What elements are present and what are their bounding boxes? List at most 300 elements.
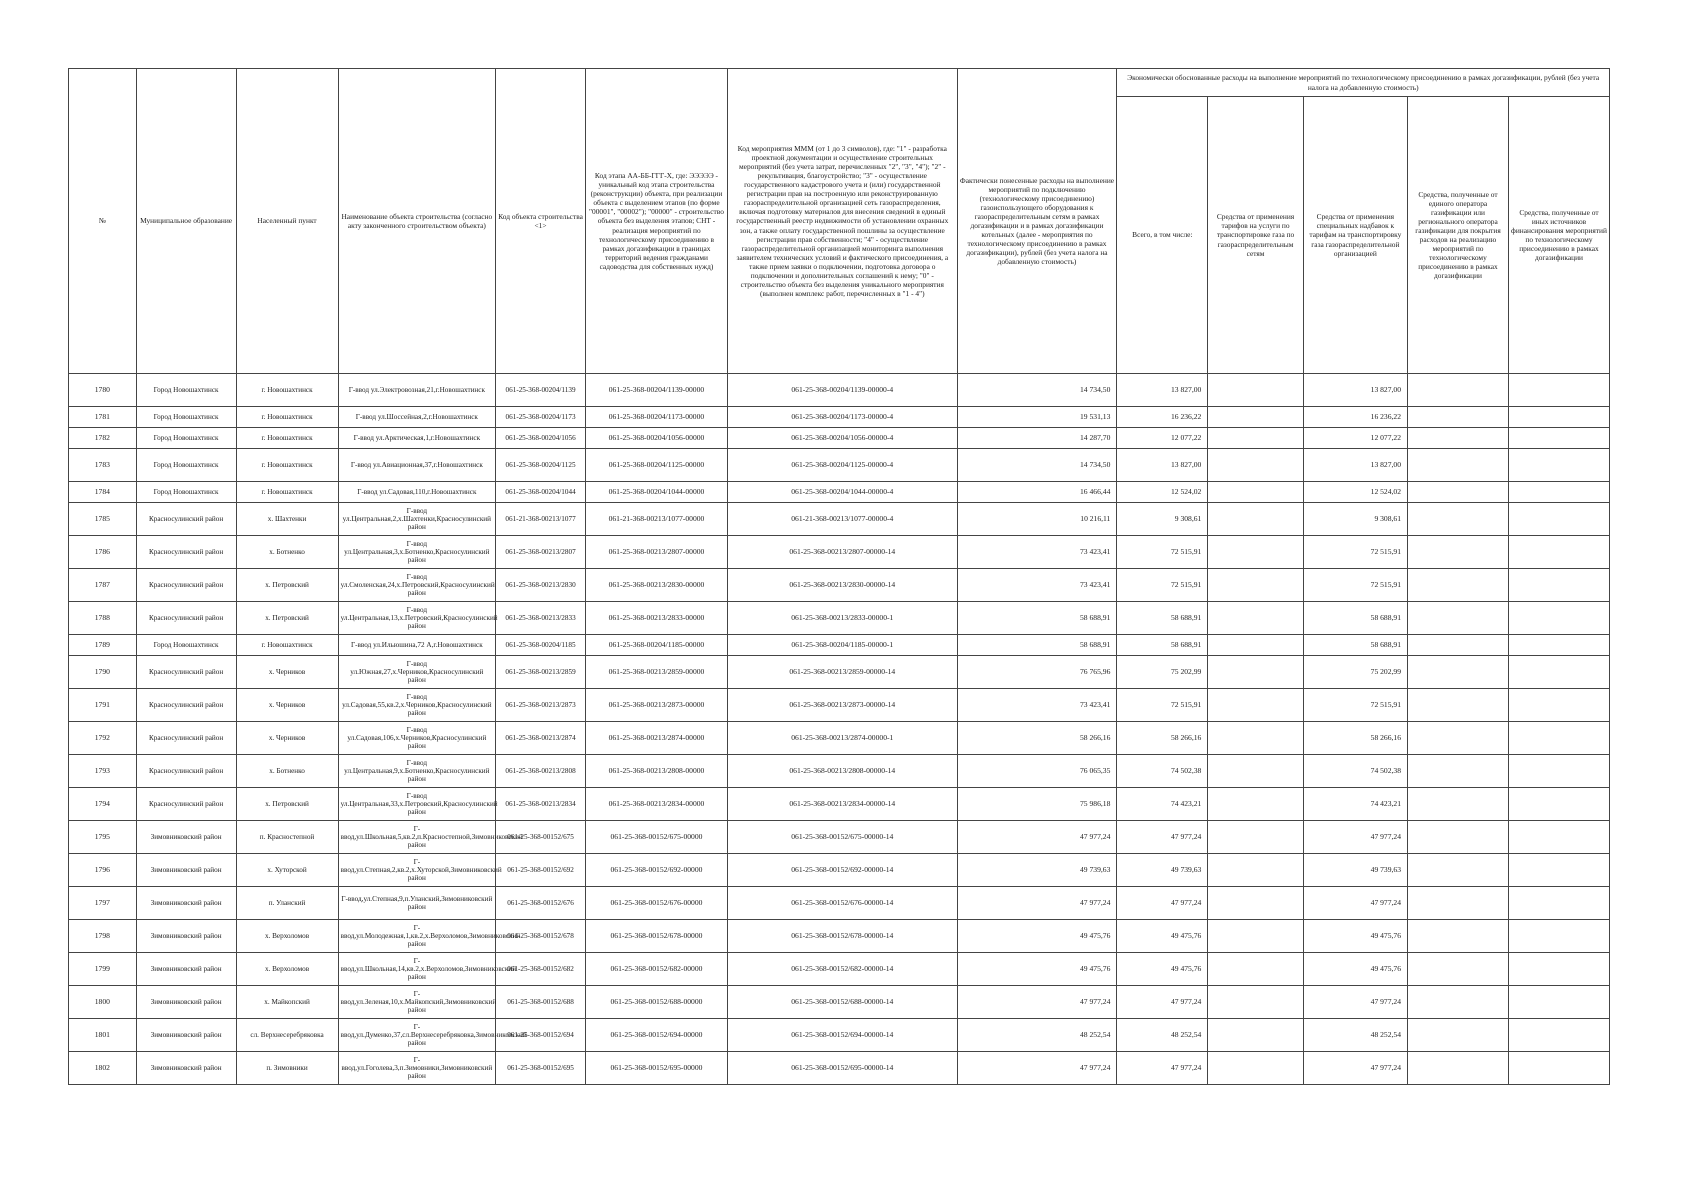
row-number: 1791 xyxy=(69,689,137,722)
other-sources-cell xyxy=(1508,602,1609,635)
stage-code-cell: 061-25-368-00213/2833-00000 xyxy=(585,602,727,635)
operator-cell xyxy=(1408,920,1509,953)
operator-cell xyxy=(1408,1052,1509,1085)
activity-code-cell: 061-25-368-00204/1173-00000-4 xyxy=(727,407,957,428)
other-sources-cell xyxy=(1508,374,1609,407)
header-activity-code: Код мероприятия МММ (от 1 до 3 символов), где: "1" - разработка проектной документации и осуществление строительных мероприятий (без учета затрат, перечисленных "2", "3", "4"); "2" - рекультивация, благоустройство; "3" - осуществление государственного кадастрового учета и (или) государственной регистрации прав на построенную или реконструированную газораспределительной организацией сеть газораспределения, включая подготовку материалов для внесения сведений в единый государственный реестр недвижимости об установлении охранных зон, а также оплату государственной пошлины за осуществление регистрации прав собственности; "4" - осуществление газораспределительной организацией мониторинга выполнения заявителем технических условий и фактического присоединения, а также прием заявки о подключении, подготовка договора о подключении и дополнительных соглашений к нему; "0" - строительство объекта без выделения уникального мероприятия (выполнен комплекс работ, перечисленных в "1 - 4") xyxy=(727,69,957,374)
other-sources-cell xyxy=(1508,755,1609,788)
stage-code-cell: 061-25-368-00204/1125-00000 xyxy=(585,449,727,482)
table-row xyxy=(69,569,1610,602)
actual-costs-cell: 76 765,96 xyxy=(957,656,1117,689)
object-name-cell: Г-ввод ул.Ильюшина,72 А,г.Новошахтинск xyxy=(338,635,496,656)
tariffs-cell xyxy=(1208,656,1303,689)
table-row xyxy=(69,887,1610,920)
object-code-cell: 061-25-368-00213/2830 xyxy=(496,569,586,602)
stage-code-cell: 061-21-368-00213/1077-00000 xyxy=(585,503,727,536)
activity-code-cell: 061-25-368-00152/678-00000-14 xyxy=(727,920,957,953)
object-name-cell: Г-ввод,ул.Зеленая,10,х.Майкопский,Зимовниковский район xyxy=(338,986,496,1019)
municipality-cell: Красносулинский район xyxy=(136,602,236,635)
table-row xyxy=(69,656,1610,689)
stage-code-cell: 061-25-368-00152/692-00000 xyxy=(585,854,727,887)
actual-costs-cell: 14 734,50 xyxy=(957,449,1117,482)
actual-costs-cell: 58 688,91 xyxy=(957,602,1117,635)
operator-cell xyxy=(1408,569,1509,602)
municipality-cell: Город Новошахтинск xyxy=(136,482,236,503)
actual-costs-cell: 75 986,18 xyxy=(957,788,1117,821)
actual-costs-cell: 10 216,11 xyxy=(957,503,1117,536)
object-name-cell: Г-ввод ул.Центральная,13,х.Петровский,Красносулинский район xyxy=(338,602,496,635)
actual-costs-cell: 47 977,24 xyxy=(957,986,1117,1019)
municipality-cell: Зимовниковский район xyxy=(136,953,236,986)
row-number: 1796 xyxy=(69,854,137,887)
object-code-cell: 061-25-368-00204/1139 xyxy=(496,374,586,407)
table-row xyxy=(69,755,1610,788)
activity-code-cell: 061-25-368-00152/688-00000-14 xyxy=(727,986,957,1019)
actual-costs-cell: 76 065,35 xyxy=(957,755,1117,788)
operator-cell xyxy=(1408,407,1509,428)
total-cell: 49 475,76 xyxy=(1117,920,1208,953)
activity-code-cell: 061-25-368-00204/1056-00000-4 xyxy=(727,428,957,449)
other-sources-cell xyxy=(1508,986,1609,1019)
activity-code-cell: 061-25-368-00213/2833-00000-1 xyxy=(727,602,957,635)
other-sources-cell xyxy=(1508,1052,1609,1085)
actual-costs-cell: 14 287,70 xyxy=(957,428,1117,449)
stage-code-cell: 061-25-368-00152/678-00000 xyxy=(585,920,727,953)
total-cell: 49 739,63 xyxy=(1117,854,1208,887)
object-name-cell: Г-ввод ул.Авиационная,37,г.Новошахтинск xyxy=(338,449,496,482)
operator-cell xyxy=(1408,755,1509,788)
table-header xyxy=(69,69,1610,374)
tariffs-cell xyxy=(1208,482,1303,503)
municipality-cell: Зимовниковский район xyxy=(136,854,236,887)
municipality-cell: Красносулинский район xyxy=(136,503,236,536)
stage-code-cell: 061-25-368-00152/695-00000 xyxy=(585,1052,727,1085)
other-sources-cell xyxy=(1508,635,1609,656)
tariffs-cell xyxy=(1208,689,1303,722)
stage-code-cell: 061-25-368-00204/1173-00000 xyxy=(585,407,727,428)
actual-costs-cell: 73 423,41 xyxy=(957,689,1117,722)
operator-cell xyxy=(1408,428,1509,449)
object-code-cell: 061-25-368-00213/2859 xyxy=(496,656,586,689)
header-economic-group: Экономически обоснованные расходы на выполнение мероприятий по технологическому присоединению в рамках догазификации, рублей (без учета налога на добавленную стоимость) xyxy=(1117,69,1610,97)
total-cell: 58 688,91 xyxy=(1117,635,1208,656)
other-sources-cell xyxy=(1508,656,1609,689)
municipality-cell: Красносулинский район xyxy=(136,569,236,602)
other-sources-cell xyxy=(1508,536,1609,569)
object-code-cell: 061-25-368-00152/682 xyxy=(496,953,586,986)
row-number: 1787 xyxy=(69,569,137,602)
markups-cell: 49 475,76 xyxy=(1303,953,1407,986)
object-name-cell: Г-ввод ул.Шоссейная,2,г.Новошахтинск xyxy=(338,407,496,428)
markups-cell: 72 515,91 xyxy=(1303,689,1407,722)
row-number: 1793 xyxy=(69,755,137,788)
markups-cell: 12 524,02 xyxy=(1303,482,1407,503)
table-row xyxy=(69,602,1610,635)
tariffs-cell xyxy=(1208,407,1303,428)
markups-cell: 58 266,16 xyxy=(1303,722,1407,755)
actual-costs-cell: 47 977,24 xyxy=(957,821,1117,854)
other-sources-cell xyxy=(1508,449,1609,482)
tariffs-cell xyxy=(1208,887,1303,920)
row-number: 1785 xyxy=(69,503,137,536)
object-name-cell: Г-ввод ул.Садовая,55,кв.2,х.Черников,Красносулинский район xyxy=(338,689,496,722)
row-number: 1789 xyxy=(69,635,137,656)
operator-cell xyxy=(1408,854,1509,887)
stage-code-cell: 061-25-368-00213/2807-00000 xyxy=(585,536,727,569)
object-code-cell: 061-25-368-00152/695 xyxy=(496,1052,586,1085)
settlement-cell: х. Петровский xyxy=(236,569,338,602)
object-name-cell: Г-ввод ул.Центральная,3,х.Ботненко,Красносулинский район xyxy=(338,536,496,569)
markups-cell: 16 236,22 xyxy=(1303,407,1407,428)
settlement-cell: х. Верхоломов xyxy=(236,953,338,986)
settlement-cell: х. Черников xyxy=(236,689,338,722)
row-number: 1780 xyxy=(69,374,137,407)
tariffs-cell xyxy=(1208,953,1303,986)
table-row xyxy=(69,953,1610,986)
activity-code-cell: 061-25-368-00152/676-00000-14 xyxy=(727,887,957,920)
municipality-cell: Зимовниковский район xyxy=(136,986,236,1019)
settlement-cell: п. Красностепной xyxy=(236,821,338,854)
municipality-cell: Город Новошахтинск xyxy=(136,635,236,656)
total-cell: 47 977,24 xyxy=(1117,1052,1208,1085)
tariffs-cell xyxy=(1208,449,1303,482)
activity-code-cell: 061-25-368-00204/1044-00000-4 xyxy=(727,482,957,503)
total-cell: 75 202,99 xyxy=(1117,656,1208,689)
municipality-cell: Красносулинский район xyxy=(136,788,236,821)
tariffs-cell xyxy=(1208,503,1303,536)
header-settlement: Населенный пункт xyxy=(236,69,338,374)
row-number: 1794 xyxy=(69,788,137,821)
stage-code-cell: 061-25-368-00204/1056-00000 xyxy=(585,428,727,449)
stage-code-cell: 061-25-368-00213/2830-00000 xyxy=(585,569,727,602)
settlement-cell: х. Ботненко xyxy=(236,755,338,788)
object-code-cell: 061-25-368-00213/2873 xyxy=(496,689,586,722)
markups-cell: 13 827,00 xyxy=(1303,374,1407,407)
tariffs-cell xyxy=(1208,1052,1303,1085)
other-sources-cell xyxy=(1508,953,1609,986)
table-row xyxy=(69,1052,1610,1085)
row-number: 1792 xyxy=(69,722,137,755)
other-sources-cell xyxy=(1508,428,1609,449)
municipality-cell: Красносулинский район xyxy=(136,722,236,755)
operator-cell xyxy=(1408,536,1509,569)
other-sources-cell xyxy=(1508,854,1609,887)
tariffs-cell xyxy=(1208,788,1303,821)
actual-costs-cell: 49 739,63 xyxy=(957,854,1117,887)
object-name-cell: Г-ввод ул.Арктическая,1,г.Новошахтинск xyxy=(338,428,496,449)
municipality-cell: Зимовниковский район xyxy=(136,1019,236,1052)
header-stage-code: Код этапа АА-ББ-ГГГ-Х, где: ЭЭЭЭЭ - уникальный код этапа строительства (реконструкции) объекта, при реализации объекта с выделением этапов (по форме "00001", "00002"); "00000" - строительство объекта без выделения этапов; СНТ - реализация мероприятий по технологическому присоединению в рамках догазификации в границах территорий ведения гражданами садоводства для собственных нужд) xyxy=(585,69,727,374)
activity-code-cell: 061-25-368-00152/675-00000-14 xyxy=(727,821,957,854)
total-cell: 74 423,21 xyxy=(1117,788,1208,821)
stage-code-cell: 061-25-368-00152/675-00000 xyxy=(585,821,727,854)
stage-code-cell: 061-25-368-00152/694-00000 xyxy=(585,1019,727,1052)
object-code-cell: 061-25-368-00152/675 xyxy=(496,821,586,854)
actual-costs-cell: 58 688,91 xyxy=(957,635,1117,656)
municipality-cell: Город Новошахтинск xyxy=(136,428,236,449)
object-name-cell: Г-ввод ул.Электровозная,21,г.Новошахтинск xyxy=(338,374,496,407)
total-cell: 16 236,22 xyxy=(1117,407,1208,428)
tariffs-cell xyxy=(1208,920,1303,953)
settlement-cell: г. Новошахтинск xyxy=(236,374,338,407)
object-name-cell: Г-ввод ул.Центральная,33,х.Петровский,Красносулинский район xyxy=(338,788,496,821)
settlement-cell: п. Зимовники xyxy=(236,1052,338,1085)
tariffs-cell xyxy=(1208,854,1303,887)
total-cell: 72 515,91 xyxy=(1117,536,1208,569)
table-row xyxy=(69,482,1610,503)
stage-code-cell: 061-25-368-00213/2834-00000 xyxy=(585,788,727,821)
object-code-cell: 061-25-368-00152/692 xyxy=(496,854,586,887)
actual-costs-cell: 58 266,16 xyxy=(957,722,1117,755)
header-tariffs: Средства от применения тарифов на услуги по транспортировке газа по газораспределительным сетям xyxy=(1208,97,1303,374)
object-code-cell: 061-25-368-00204/1044 xyxy=(496,482,586,503)
settlement-cell: г. Новошахтинск xyxy=(236,482,338,503)
stage-code-cell: 061-25-368-00213/2874-00000 xyxy=(585,722,727,755)
municipality-cell: Красносулинский район xyxy=(136,536,236,569)
activity-code-cell: 061-25-368-00213/2807-00000-14 xyxy=(727,536,957,569)
total-cell: 13 827,00 xyxy=(1117,449,1208,482)
object-name-cell: Г-ввод ул.Центральная,2,х.Шахтенки,Красносулинский район xyxy=(338,503,496,536)
other-sources-cell xyxy=(1508,407,1609,428)
row-number: 1784 xyxy=(69,482,137,503)
operator-cell xyxy=(1408,821,1509,854)
object-code-cell: 061-25-368-00204/1125 xyxy=(496,449,586,482)
municipality-cell: Зимовниковский район xyxy=(136,887,236,920)
table-row xyxy=(69,689,1610,722)
object-name-cell: Г-ввод ул.Смоленская,24,х.Петровский,Красносулинский район xyxy=(338,569,496,602)
other-sources-cell xyxy=(1508,788,1609,821)
other-sources-cell xyxy=(1508,1019,1609,1052)
other-sources-cell xyxy=(1508,887,1609,920)
stage-code-cell: 061-25-368-00204/1185-00000 xyxy=(585,635,727,656)
markups-cell: 58 688,91 xyxy=(1303,602,1407,635)
markups-cell: 48 252,54 xyxy=(1303,1019,1407,1052)
actual-costs-cell: 73 423,41 xyxy=(957,536,1117,569)
object-code-cell: 061-25-368-00204/1173 xyxy=(496,407,586,428)
header-object-code: Код объекта строительства <1> xyxy=(496,69,586,374)
header-object-name: Наименование объекта строительства (согласно акту законченного строительством объекта) xyxy=(338,69,496,374)
row-number: 1783 xyxy=(69,449,137,482)
actual-costs-cell: 47 977,24 xyxy=(957,887,1117,920)
row-number: 1790 xyxy=(69,656,137,689)
total-cell: 47 977,24 xyxy=(1117,986,1208,1019)
municipality-cell: Красносулинский район xyxy=(136,689,236,722)
other-sources-cell xyxy=(1508,722,1609,755)
total-cell: 74 502,38 xyxy=(1117,755,1208,788)
settlement-cell: г. Новошахтинск xyxy=(236,428,338,449)
total-cell: 72 515,91 xyxy=(1117,569,1208,602)
markups-cell: 47 977,24 xyxy=(1303,986,1407,1019)
object-code-cell: 061-21-368-00213/1077 xyxy=(496,503,586,536)
activity-code-cell: 061-25-368-00213/2873-00000-14 xyxy=(727,689,957,722)
gasification-costs-table xyxy=(68,68,1610,1085)
header-no: № xyxy=(69,69,137,374)
object-code-cell: 061-25-368-00204/1056 xyxy=(496,428,586,449)
operator-cell xyxy=(1408,1019,1509,1052)
header-municipality: Муниципальное образование xyxy=(136,69,236,374)
object-code-cell: 061-25-368-00152/676 xyxy=(496,887,586,920)
activity-code-cell: 061-25-368-00204/1139-00000-4 xyxy=(727,374,957,407)
other-sources-cell xyxy=(1508,569,1609,602)
tariffs-cell xyxy=(1208,986,1303,1019)
table-row xyxy=(69,722,1610,755)
tariffs-cell xyxy=(1208,755,1303,788)
settlement-cell: х. Черников xyxy=(236,656,338,689)
tariffs-cell xyxy=(1208,1019,1303,1052)
stage-code-cell: 061-25-368-00152/676-00000 xyxy=(585,887,727,920)
table-row xyxy=(69,920,1610,953)
municipality-cell: Зимовниковский район xyxy=(136,1052,236,1085)
operator-cell xyxy=(1408,602,1509,635)
object-name-cell: Г-ввод ул.Южная,27,х.Черников,Красносулинский район xyxy=(338,656,496,689)
object-code-cell: 061-25-368-00213/2874 xyxy=(496,722,586,755)
stage-code-cell: 061-25-368-00152/682-00000 xyxy=(585,953,727,986)
settlement-cell: п. Уланский xyxy=(236,887,338,920)
object-code-cell: 061-25-368-00213/2808 xyxy=(496,755,586,788)
settlement-cell: х. Петровский xyxy=(236,788,338,821)
markups-cell: 12 077,22 xyxy=(1303,428,1407,449)
tariffs-cell xyxy=(1208,635,1303,656)
actual-costs-cell: 47 977,24 xyxy=(957,1052,1117,1085)
municipality-cell: Город Новошахтинск xyxy=(136,374,236,407)
header-total: Всего, в том числе: xyxy=(1117,97,1208,374)
activity-code-cell: 061-25-368-00213/2859-00000-14 xyxy=(727,656,957,689)
row-number: 1788 xyxy=(69,602,137,635)
table-row xyxy=(69,854,1610,887)
total-cell: 58 688,91 xyxy=(1117,602,1208,635)
municipality-cell: Красносулинский район xyxy=(136,755,236,788)
activity-code-cell: 061-25-368-00213/2808-00000-14 xyxy=(727,755,957,788)
markups-cell: 72 515,91 xyxy=(1303,536,1407,569)
operator-cell xyxy=(1408,953,1509,986)
object-code-cell: 061-25-368-00213/2833 xyxy=(496,602,586,635)
operator-cell xyxy=(1408,986,1509,1019)
object-code-cell: 061-25-368-00152/688 xyxy=(496,986,586,1019)
operator-cell xyxy=(1408,656,1509,689)
activity-code-cell: 061-25-368-00152/695-00000-14 xyxy=(727,1052,957,1085)
markups-cell: 58 688,91 xyxy=(1303,635,1407,656)
table-row xyxy=(69,374,1610,407)
actual-costs-cell: 49 475,76 xyxy=(957,920,1117,953)
municipality-cell: Город Новошахтинск xyxy=(136,407,236,428)
object-name-cell: Г-ввод,ул.Степная,9,п.Уланский,Зимовниковский район xyxy=(338,887,496,920)
actual-costs-cell: 49 475,76 xyxy=(957,953,1117,986)
operator-cell xyxy=(1408,788,1509,821)
settlement-cell: сл. Верхнесеребряковка xyxy=(236,1019,338,1052)
object-name-cell: Г-ввод ул.Центральная,9,х.Ботненко,Красносулинский район xyxy=(338,755,496,788)
settlement-cell: х. Верхоломов xyxy=(236,920,338,953)
object-name-cell: Г-ввод,ул.Гоголева,3,п.Зимовники,Зимовниковский район xyxy=(338,1052,496,1085)
stage-code-cell: 061-25-368-00213/2859-00000 xyxy=(585,656,727,689)
settlement-cell: г. Новошахтинск xyxy=(236,449,338,482)
object-code-cell: 061-25-368-00152/678 xyxy=(496,920,586,953)
stage-code-cell: 061-25-368-00204/1139-00000 xyxy=(585,374,727,407)
markups-cell: 47 977,24 xyxy=(1303,887,1407,920)
other-sources-cell xyxy=(1508,821,1609,854)
row-number: 1799 xyxy=(69,953,137,986)
markups-cell: 47 977,24 xyxy=(1303,1052,1407,1085)
markups-cell: 9 308,61 xyxy=(1303,503,1407,536)
table-row xyxy=(69,536,1610,569)
operator-cell xyxy=(1408,689,1509,722)
total-cell: 47 977,24 xyxy=(1117,821,1208,854)
stage-code-cell: 061-25-368-00213/2873-00000 xyxy=(585,689,727,722)
stage-code-cell: 061-25-368-00213/2808-00000 xyxy=(585,755,727,788)
settlement-cell: г. Новошахтинск xyxy=(236,407,338,428)
stage-code-cell: 061-25-368-00204/1044-00000 xyxy=(585,482,727,503)
object-code-cell: 061-25-368-00152/694 xyxy=(496,1019,586,1052)
row-number: 1797 xyxy=(69,887,137,920)
tariffs-cell xyxy=(1208,722,1303,755)
actual-costs-cell: 19 531,13 xyxy=(957,407,1117,428)
object-code-cell: 061-25-368-00213/2834 xyxy=(496,788,586,821)
tariffs-cell xyxy=(1208,821,1303,854)
markups-cell: 74 502,38 xyxy=(1303,755,1407,788)
object-name-cell: Г-ввод,ул.Думенко,37,сл.Верхнесеребряковка,Зимовниковский район xyxy=(338,1019,496,1052)
table-row xyxy=(69,986,1610,1019)
row-number: 1802 xyxy=(69,1052,137,1085)
object-code-cell: 061-25-368-00204/1185 xyxy=(496,635,586,656)
operator-cell xyxy=(1408,374,1509,407)
table-row xyxy=(69,635,1610,656)
markups-cell: 72 515,91 xyxy=(1303,569,1407,602)
settlement-cell: х. Шахтенки xyxy=(236,503,338,536)
table-row xyxy=(69,788,1610,821)
settlement-cell: х. Майкопский xyxy=(236,986,338,1019)
row-number: 1801 xyxy=(69,1019,137,1052)
row-number: 1800 xyxy=(69,986,137,1019)
table-row xyxy=(69,821,1610,854)
municipality-cell: Зимовниковский район xyxy=(136,821,236,854)
object-name-cell: Г-ввод ул.Садовая,110,г.Новошахтинск xyxy=(338,482,496,503)
operator-cell xyxy=(1408,482,1509,503)
table-row xyxy=(69,1019,1610,1052)
tariffs-cell xyxy=(1208,536,1303,569)
markups-cell: 47 977,24 xyxy=(1303,821,1407,854)
header-operator: Средства, полученные от единого оператора газификации или регионального оператора газификации для покрытия расходов на реализацию мероприятий по технологическому присоединению в рамках догазификации xyxy=(1408,97,1509,374)
activity-code-cell: 061-21-368-00213/1077-00000-4 xyxy=(727,503,957,536)
table-body xyxy=(69,374,1610,1085)
settlement-cell: х. Черников xyxy=(236,722,338,755)
actual-costs-cell: 48 252,54 xyxy=(957,1019,1117,1052)
activity-code-cell: 061-25-368-00152/692-00000-14 xyxy=(727,854,957,887)
municipality-cell: Красносулинский район xyxy=(136,656,236,689)
markups-cell: 74 423,21 xyxy=(1303,788,1407,821)
settlement-cell: х. Хуторской xyxy=(236,854,338,887)
row-number: 1782 xyxy=(69,428,137,449)
settlement-cell: г. Новошахтинск xyxy=(236,635,338,656)
total-cell: 12 524,02 xyxy=(1117,482,1208,503)
other-sources-cell xyxy=(1508,920,1609,953)
operator-cell xyxy=(1408,887,1509,920)
total-cell: 72 515,91 xyxy=(1117,689,1208,722)
object-name-cell: Г-ввод,ул.Школьная,5,кв.2,п.Красностепной,Зимовниковский район xyxy=(338,821,496,854)
object-code-cell: 061-25-368-00213/2807 xyxy=(496,536,586,569)
activity-code-cell: 061-25-368-00213/2874-00000-1 xyxy=(727,722,957,755)
operator-cell xyxy=(1408,503,1509,536)
activity-code-cell: 061-25-368-00152/682-00000-14 xyxy=(727,953,957,986)
markups-cell: 49 475,76 xyxy=(1303,920,1407,953)
total-cell: 49 475,76 xyxy=(1117,953,1208,986)
table-row xyxy=(69,449,1610,482)
markups-cell: 75 202,99 xyxy=(1303,656,1407,689)
total-cell: 13 827,00 xyxy=(1117,374,1208,407)
actual-costs-cell: 73 423,41 xyxy=(957,569,1117,602)
object-name-cell: Г-ввод,ул.Степная,2,кв.2,х.Хуторской,Зимовниковский район xyxy=(338,854,496,887)
markups-cell: 49 739,63 xyxy=(1303,854,1407,887)
actual-costs-cell: 14 734,50 xyxy=(957,374,1117,407)
operator-cell xyxy=(1408,449,1509,482)
